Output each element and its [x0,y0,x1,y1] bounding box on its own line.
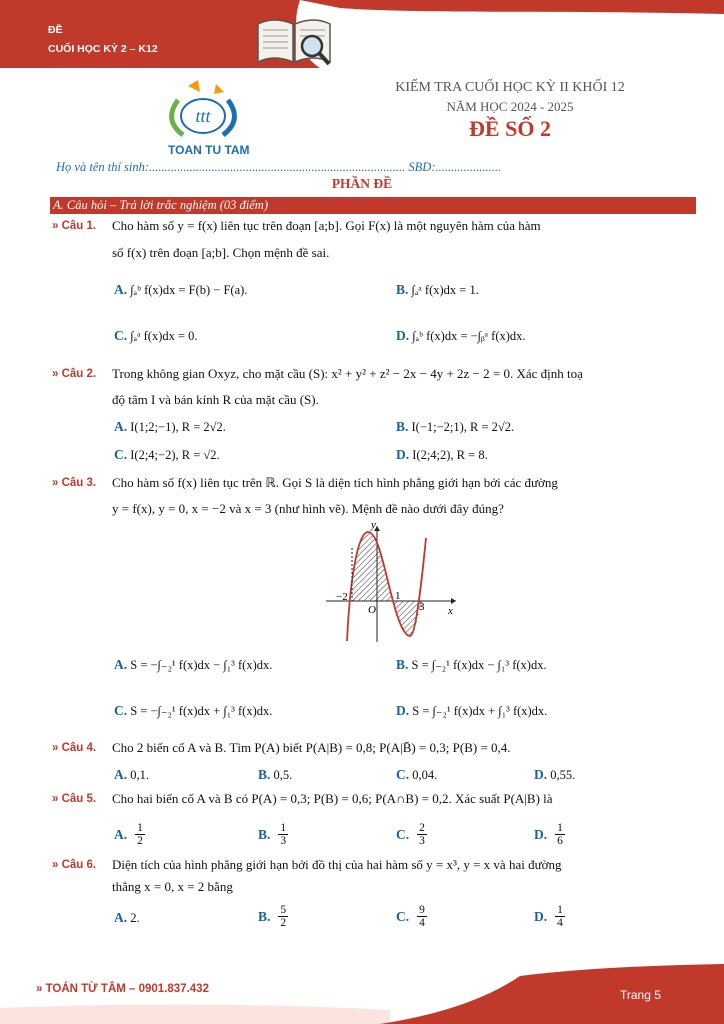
question-label: » Câu 1. [52,220,97,232]
answer-option[interactable]: B. 0,5. [258,767,293,782]
answer-option[interactable]: C. ∫ₐᵃ f(x)dx = 0. [114,328,198,343]
answer-option[interactable]: D. ∫ₐᵇ f(x)dx = −∫ᵦᵃ f(x)dx. [396,328,526,343]
question-text: y = f(x), y = 0, x = −2 và x = 3 (như hình vẽ). Mệnh đề nào dưới đây đúng? [112,501,504,516]
question-label: » Câu 3. [52,477,97,489]
answer-option[interactable]: D. 0,55. [534,767,576,782]
answer-option[interactable]: D. S = ∫₋₂¹ f(x)dx + ∫₁³ f(x)dx. [396,703,548,718]
header-tag-term: CUỐI HỌC KỲ 2 – K12 [48,43,158,55]
school-year: NĂM HỌC 2024 - 2025 [446,99,574,114]
answer-option[interactable]: A. ∫ₐᵇ f(x)dx = F(b) − F(a). [114,282,248,297]
open-book-icon [254,8,334,68]
question-text: độ tâm I và bán kính R của mặt cầu (S). [112,392,319,407]
answer-option[interactable]: D. I(2;4;2), R = 8. [396,447,488,462]
question-text: thẳng x = 0, x = 2 bằng [112,879,233,894]
answer-option[interactable]: A. 2. [114,910,140,925]
answer-option[interactable]: D. 1 6 [534,822,563,847]
answer-option[interactable]: B. ∫ₐᵃ f(x)dx = 1. [396,282,479,297]
section-bar: A. Câu hỏi – Trả lời trắc nghiệm (03 điểm) [50,197,696,214]
question-text: Cho hai biến cố A và B có P(A) = 0,3; P(B) = 0,6; P(A∩B) = 0,2. Xác suất P(A|B) là [112,791,553,806]
header-band [0,0,724,75]
answer-option[interactable]: C. S = −∫₋₂¹ f(x)dx + ∫₁³ f(x)dx. [114,703,273,718]
tick-1: 1 [395,590,401,602]
question-label: » Câu 6. [52,859,97,871]
answer-option[interactable]: C. I(2;4;−2), R = √2. [114,447,220,462]
answer-option[interactable]: C. 9 4 [396,904,425,929]
answer-option[interactable]: D. 1 4 [534,904,563,929]
answer-option[interactable]: C. 2 3 [396,822,425,847]
page-number: Trang 5 [620,988,661,1002]
answer-option[interactable]: C. 0,04. [396,767,438,782]
section-heading: PHẦN ĐỀ [331,176,393,191]
logo-text: TOAN TU TAM [168,143,250,157]
logo-mark: ttt [195,106,211,126]
answer-option[interactable]: B. S = ∫₋₂¹ f(x)dx − ∫₁³ f(x)dx. [396,657,547,672]
answer-option[interactable]: B. I(−1;−2;1), R = 2√2. [396,419,515,434]
student-info-line: Họ và tên thí sinh:.................................................................................. SBD:..................... [56,160,502,174]
origin-label: O [368,604,376,616]
tick-3: 3 [419,601,425,613]
exam-number: ĐỀ SỐ 2 [469,116,551,141]
tick-neg2: −2 [336,591,348,603]
x-label: x [448,605,453,617]
footer-contact: » TOÁN TỪ TÂM – 0901.837.432 [36,983,209,995]
question-text: Diện tích của hình phẳng giới hạn bởi đồ thị của hai hàm số y = x³, y = x và hai đường [112,857,562,872]
answer-option[interactable]: A. S = −∫₋₂¹ f(x)dx − ∫₁³ f(x)dx. [114,657,273,672]
answer-option[interactable]: B. 1 3 [258,822,287,847]
question-text: Cho 2 biến cố A và B. Tìm P(A) biết P(A|B) = 0,8; P(A|B̄) = 0,3; P(B) = 0,4. [112,740,511,755]
function-graph [322,518,462,648]
question-text: Trong không gian Oxyz, cho mặt cầu (S): x² + y² + z² − 2x − 4y + 2z − 2 = 0. Xác định toạ [112,366,583,381]
y-label: y [371,519,376,531]
question-label: » Câu 5. [52,793,97,805]
question-text: Cho hàm số f(x) liên tục trên ℝ. Gọi S là diện tích hình phẳng giới hạn bởi các đường [112,475,558,490]
exam-title: KIỂM TRA CUỐI HỌC KỲ II KHỐI 12 [395,80,625,95]
question-label: » Câu 2. [52,368,97,380]
answer-option[interactable]: A. 0,1. [114,767,149,782]
logo-icon [158,80,248,142]
question-label: » Câu 4. [52,742,97,754]
answer-option[interactable]: B. 5 2 [258,904,287,929]
answer-option[interactable]: A. I(1;2;−1), R = 2√2. [114,419,226,434]
question-text: số f(x) trên đoạn [a;b]. Chọn mệnh đề sai. [112,245,330,260]
header-tag-de: ĐỀ [48,24,63,36]
question-text: Cho hàm số y = f(x) liên tục trên đoạn [a;b]. Gọi F(x) là một nguyên hàm của hàm [112,218,541,233]
answer-option[interactable]: A. 1 2 [114,822,143,847]
